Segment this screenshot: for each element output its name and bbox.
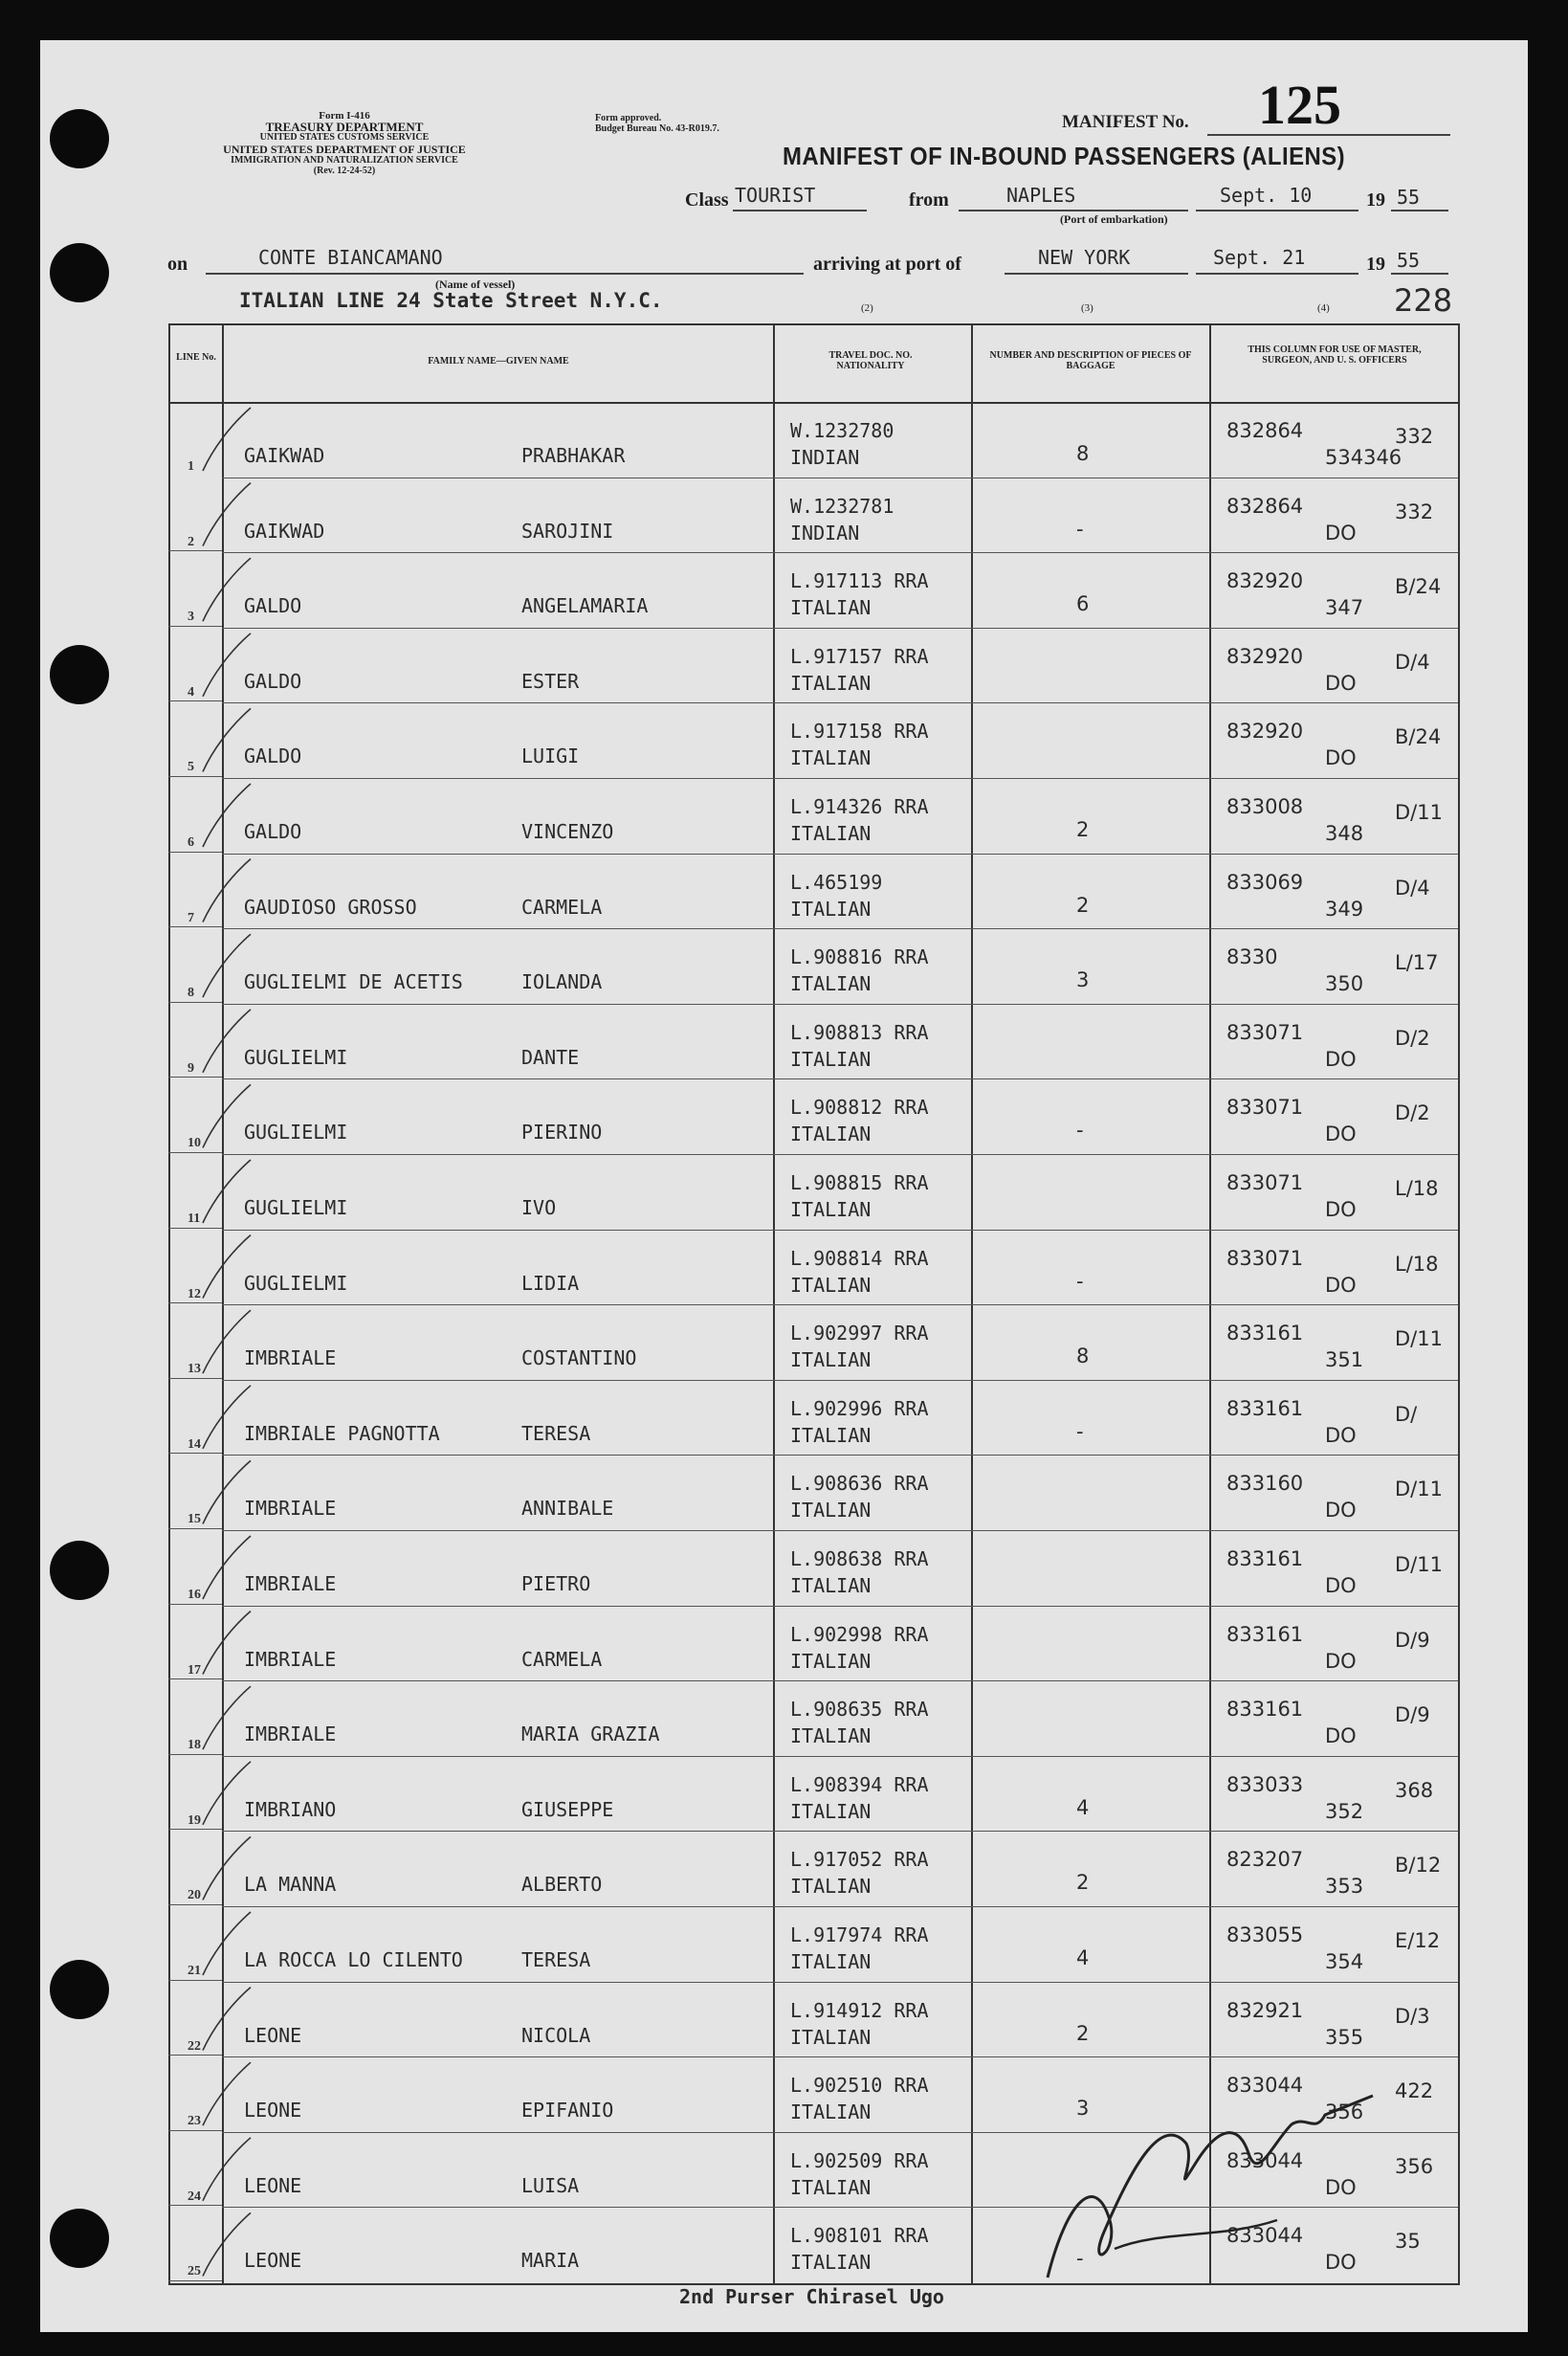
travel-doc-number: L.908813 RRA: [790, 1020, 929, 1044]
port-caption: (Port of embarkation): [1060, 212, 1168, 226]
given-name: DANTE: [521, 1045, 580, 1069]
officer-code-2: 348: [1325, 822, 1364, 845]
given-name: IVO: [521, 1196, 557, 1219]
nationality: ITALIAN: [790, 1950, 872, 1973]
line-number: 2: [188, 534, 194, 549]
officer-code-2: DO: [1325, 1649, 1357, 1673]
line-number: 4: [188, 684, 194, 700]
travel-doc-number: L.914912 RRA: [790, 1998, 929, 2022]
given-name: ALBERTO: [521, 1873, 603, 1897]
col-num-4: (4): [1317, 302, 1330, 314]
officer-code-2: DO: [1325, 1198, 1357, 1221]
given-name: TERESA: [521, 1948, 591, 1971]
treasury-label: TREASURY DEPARTMENT: [265, 120, 424, 134]
officer-code-2: 354: [1325, 1950, 1364, 1973]
sailing-date: Sept. 10: [1220, 184, 1313, 207]
nationality: ITALIAN: [790, 596, 872, 620]
officer-mark: D/11: [1395, 1327, 1443, 1351]
travel-doc-number: L.917158 RRA: [790, 720, 929, 744]
given-name: EPIFANIO: [521, 2099, 614, 2123]
given-name: TERESA: [521, 1421, 591, 1445]
officer-mark: 368: [1395, 1778, 1434, 1802]
officer-code-2: 352: [1325, 1799, 1364, 1823]
travel-doc-number: L.902997 RRA: [790, 1322, 929, 1345]
officer-code: 833161: [1226, 1547, 1304, 1570]
baggage-count: 2: [1076, 1871, 1090, 1895]
officer-code-2: DO: [1325, 1273, 1357, 1297]
officer-mark: 356: [1395, 2154, 1434, 2178]
officer-code: 833071: [1226, 1246, 1304, 1270]
nationality: ITALIAN: [790, 2175, 872, 2199]
family-name: GAIKWAD: [244, 444, 325, 467]
officer-code-2: DO: [1325, 1499, 1357, 1523]
given-name: CARMELA: [521, 895, 603, 919]
officer-code: 833161: [1226, 1698, 1304, 1722]
officer-code: 832920: [1226, 569, 1304, 593]
travel-doc-number: L.917113 RRA: [790, 569, 929, 593]
nationality: ITALIAN: [790, 822, 872, 845]
customs-label: UNITED STATES CUSTOMS SERVICE: [259, 132, 430, 143]
travel-doc-number: L.902996 RRA: [790, 1396, 929, 1420]
form-approved: Form approved.: [595, 113, 662, 123]
punch-hole: [50, 243, 109, 302]
officer-mark: D/11: [1395, 801, 1443, 824]
nationality: ITALIAN: [790, 1649, 872, 1673]
given-name: VINCENZO: [521, 820, 614, 843]
family-name: LA MANNA: [244, 1873, 337, 1897]
travel-doc-number: L.908635 RRA: [790, 1698, 929, 1722]
given-name: ESTER: [521, 669, 580, 693]
officer-mark: L/17: [1395, 951, 1439, 975]
officer-code: 832864: [1226, 419, 1304, 442]
baggage-count: -: [1076, 517, 1084, 541]
officer-mark: D/9: [1395, 1703, 1430, 1727]
nationality: ITALIAN: [790, 2251, 872, 2275]
family-name: GALDO: [244, 669, 302, 693]
nationality: ITALIAN: [790, 1499, 872, 1523]
punch-hole: [50, 109, 109, 168]
family-name: GUGLIELMI: [244, 1045, 348, 1069]
officer-code-2: 351: [1325, 1348, 1364, 1372]
page-number: 228: [1394, 282, 1453, 319]
officer-mark: 332: [1395, 425, 1434, 448]
officer-code-2: 355: [1325, 2025, 1364, 2049]
officer-mark: D/3: [1395, 2004, 1430, 2028]
given-name: MARIA GRAZIA: [521, 1723, 660, 1746]
budget-bureau: Budget Bureau No. 43-R019.7.: [595, 123, 719, 134]
line-number: 19: [188, 1812, 201, 1828]
officer-code-2: DO: [1325, 2251, 1357, 2275]
officer-code-2: DO: [1325, 1724, 1357, 1748]
class-label: Class: [685, 189, 729, 211]
arriving-label: arriving at port of: [813, 254, 961, 275]
line-number: 14: [188, 1436, 201, 1452]
nationality: ITALIAN: [790, 1047, 872, 1071]
line-number: 3: [188, 610, 194, 625]
officer-mark: D/4: [1395, 876, 1430, 900]
officer-code: 833071: [1226, 1171, 1304, 1194]
travel-doc-number: L.465199: [790, 870, 883, 894]
class-value: TOURIST: [735, 184, 816, 207]
family-name: LEONE: [244, 2023, 302, 2047]
line-number: 8: [188, 986, 194, 1001]
line-address: ITALIAN LINE 24 State Street N.Y.C.: [239, 289, 663, 312]
given-name: GIUSEPPE: [521, 1797, 614, 1821]
agency-block: [167, 111, 521, 176]
travel-doc-number: L.908815 RRA: [790, 1171, 929, 1194]
family-name: IMBRIALE: [244, 1572, 337, 1595]
manifest-label: MANIFEST No.: [1062, 112, 1189, 132]
officer-mark: D/4: [1395, 650, 1430, 674]
on-label: on: [167, 254, 188, 275]
officer-code-2: DO: [1325, 1122, 1357, 1146]
given-name: MARIA: [521, 2249, 580, 2273]
nationality: ITALIAN: [790, 1273, 872, 1297]
travel-doc-number: W.1232781: [790, 494, 894, 518]
officer-mark: D/: [1395, 1402, 1418, 1426]
officer-code: 833055: [1226, 1923, 1304, 1946]
travel-doc-number: L.908636 RRA: [790, 1472, 929, 1496]
officer-code: 833033: [1226, 1772, 1304, 1796]
col-header-line-no: LINE No.: [176, 352, 216, 363]
officer-code-2: 534346: [1325, 446, 1402, 469]
arrival-port: NEW YORK: [1038, 246, 1131, 269]
given-name: IOLANDA: [521, 970, 603, 994]
line-number: 22: [188, 2038, 201, 2054]
family-name: GUGLIELMI: [244, 1196, 348, 1219]
nationality: ITALIAN: [790, 1198, 872, 1221]
justice-label: UNITED STATES DEPARTMENT OF JUSTICE: [223, 143, 466, 156]
line-number: 13: [188, 1362, 201, 1377]
officer-code-2: 350: [1325, 972, 1364, 996]
baggage-count: 4: [1076, 1946, 1090, 1969]
travel-doc-number: L.902510 RRA: [790, 2074, 929, 2098]
family-name: GALDO: [244, 594, 302, 618]
officer-code-2: DO: [1325, 2175, 1357, 2199]
baggage-count: 2: [1076, 818, 1090, 841]
arrival-year: 55: [1397, 249, 1421, 272]
travel-doc-number: L.917157 RRA: [790, 644, 929, 668]
approval-block: [595, 113, 719, 134]
travel-doc-number: L.908814 RRA: [790, 1246, 929, 1270]
officer-mark: E/12: [1395, 1929, 1441, 1952]
col-header-travel-doc: TRAVEL DOC. NO. NATIONALITY: [828, 350, 913, 371]
nationality: ITALIAN: [790, 972, 872, 996]
officer-code-2: 349: [1325, 897, 1364, 921]
travel-doc-number: L.908101 RRA: [790, 2224, 929, 2248]
line-number: 16: [188, 1588, 201, 1602]
officer-mark: 35: [1395, 2230, 1421, 2254]
officer-mark: D/2: [1395, 1101, 1430, 1125]
travel-doc-number: L.908394 RRA: [790, 1772, 929, 1796]
officer-code-2: DO: [1325, 521, 1357, 545]
officer-code: 8330: [1226, 945, 1278, 969]
baggage-count: 4: [1076, 1795, 1090, 1819]
baggage-count: 6: [1076, 592, 1090, 616]
given-name: PIETRO: [521, 1572, 591, 1595]
family-name: LA ROCCA LO CILENTO: [244, 1948, 463, 1971]
officer-code: 833161: [1226, 1322, 1304, 1345]
given-name: PIERINO: [521, 1121, 603, 1145]
punch-hole: [50, 2209, 109, 2268]
officer-code-2: 356: [1325, 2100, 1364, 2124]
travel-doc-number: L.917974 RRA: [790, 1923, 929, 1946]
baggage-count: -: [1076, 2247, 1084, 2271]
officer-code: 833008: [1226, 795, 1304, 818]
nationality: ITALIAN: [790, 1799, 872, 1823]
form-number: Form I-416: [319, 110, 370, 122]
line-number: 20: [188, 1888, 201, 1903]
given-name: PRABHAKAR: [521, 444, 626, 467]
purser-note: 2nd Purser Chirasel Ugo: [679, 2285, 944, 2308]
line-number: 1: [188, 459, 194, 474]
baggage-count: 3: [1076, 968, 1090, 992]
line-number: 12: [188, 1286, 201, 1301]
nationality: ITALIAN: [790, 746, 872, 770]
inspector-signature: [1028, 2057, 1411, 2287]
family-name: LEONE: [244, 2099, 302, 2123]
col-num-3: (3): [1081, 302, 1093, 314]
from-label: from: [909, 189, 949, 211]
line-number: 11: [188, 1211, 201, 1226]
baggage-count: 8: [1076, 1345, 1090, 1368]
officer-code-2: 353: [1325, 1875, 1364, 1899]
travel-doc-number: L.908812 RRA: [790, 1096, 929, 1120]
family-name: GALDO: [244, 745, 302, 768]
line-number: 17: [188, 1662, 201, 1678]
nationality: INDIAN: [790, 521, 860, 545]
vessel-caption: (Name of vessel): [435, 278, 516, 291]
officer-mark: 422: [1395, 2079, 1434, 2103]
officer-code: 832920: [1226, 720, 1304, 744]
baggage-count: -: [1076, 1269, 1084, 1293]
travel-doc-number: L.914326 RRA: [790, 795, 929, 818]
col-header-baggage: NUMBER AND DESCRIPTION OF PIECES OF BAGGAGE: [989, 350, 1192, 371]
line-number: 7: [188, 910, 194, 925]
nationality: ITALIAN: [790, 897, 872, 921]
line-number: 23: [188, 2114, 201, 2129]
travel-doc-number: L.908816 RRA: [790, 945, 929, 969]
from-value: NAPLES: [1006, 184, 1076, 207]
officer-mark: D/9: [1395, 1628, 1430, 1652]
given-name: CARMELA: [521, 1647, 603, 1671]
baggage-count: 3: [1076, 2097, 1090, 2121]
nationality: ITALIAN: [790, 1423, 872, 1447]
officer-mark: L/18: [1395, 1252, 1439, 1276]
line-number: 24: [188, 2189, 201, 2204]
given-name: NICOLA: [521, 2023, 591, 2047]
officer-mark: D/11: [1395, 1553, 1443, 1576]
officer-code: 833071: [1226, 1096, 1304, 1120]
family-name: IMBRIALE: [244, 1346, 337, 1370]
given-name: COSTANTINO: [521, 1346, 637, 1370]
officer-code: 833161: [1226, 1622, 1304, 1646]
nationality: ITALIAN: [790, 1875, 872, 1899]
baggage-count: 2: [1076, 2021, 1090, 2045]
officer-mark: L/18: [1395, 1177, 1439, 1200]
officer-code: 833044: [1226, 2148, 1304, 2172]
officer-mark: D/11: [1395, 1478, 1443, 1501]
family-name: IMBRIALE: [244, 1647, 337, 1671]
officer-code: 832920: [1226, 644, 1304, 668]
officer-code: 833161: [1226, 1396, 1304, 1420]
nationality: ITALIAN: [790, 671, 872, 695]
travel-doc-number: L.917052 RRA: [790, 1848, 929, 1872]
nationality: ITALIAN: [790, 1122, 872, 1146]
officer-code-2: DO: [1325, 1047, 1357, 1071]
family-name: GUGLIELMI: [244, 1271, 348, 1295]
officer-code: 833071: [1226, 1020, 1304, 1044]
nationality: ITALIAN: [790, 1724, 872, 1748]
line-number: 15: [188, 1512, 201, 1527]
travel-doc-number: W.1232780: [790, 419, 894, 442]
nationality: ITALIAN: [790, 1574, 872, 1597]
baggage-count: 2: [1076, 893, 1090, 917]
col-header-officers: THIS COLUMN FOR USE OF MASTER, SURGEON, AND U. S. OFFICERS: [1248, 345, 1422, 366]
manifest-page: [40, 40, 1528, 2332]
officer-mark: B/12: [1395, 1854, 1442, 1878]
line-number: 25: [188, 2264, 201, 2279]
manifest-number: 125: [1258, 74, 1341, 136]
officer-code: 823207: [1226, 1848, 1304, 1872]
given-name: SAROJINI: [521, 519, 614, 543]
line-number: 18: [188, 1738, 201, 1753]
arrival-year-prefix: 19: [1366, 254, 1385, 275]
col-num-2: (2): [861, 302, 873, 314]
arrival-date: Sept. 21: [1213, 246, 1306, 269]
revision-label: (Rev. 12-24-52): [313, 166, 376, 176]
family-name: GUGLIELMI DE ACETIS: [244, 970, 463, 994]
baggage-count: 8: [1076, 442, 1090, 465]
officer-code: 832921: [1226, 1998, 1304, 2022]
officer-code: 833069: [1226, 870, 1304, 894]
given-name: LIDIA: [521, 1271, 580, 1295]
officer-code-2: DO: [1325, 1574, 1357, 1597]
punch-hole: [50, 645, 109, 704]
family-name: GAIKWAD: [244, 519, 325, 543]
year-prefix: 19: [1366, 189, 1385, 211]
line-number: 6: [188, 835, 194, 850]
family-name: IMBRIALE PAGNOTTA: [244, 1421, 440, 1445]
travel-doc-number: L.902998 RRA: [790, 1622, 929, 1646]
officer-code-2: DO: [1325, 746, 1357, 770]
family-name: GUGLIELMI: [244, 1121, 348, 1145]
baggage-count: -: [1076, 1419, 1084, 1443]
travel-doc-number: L.902509 RRA: [790, 2148, 929, 2172]
vessel-name: CONTE BIANCAMANO: [258, 246, 443, 269]
line-number: 9: [188, 1060, 194, 1076]
officer-code-2: 347: [1325, 596, 1364, 620]
line-number: 5: [188, 760, 194, 775]
officer-code-2: DO: [1325, 671, 1357, 695]
given-name: LUIGI: [521, 745, 580, 768]
officer-code: 833160: [1226, 1472, 1304, 1496]
nationality: ITALIAN: [790, 1348, 872, 1372]
family-name: LEONE: [244, 2173, 302, 2197]
officer-code: 833044: [1226, 2224, 1304, 2248]
nationality: ITALIAN: [790, 2100, 872, 2124]
family-name: IMBRIANO: [244, 1797, 337, 1821]
officer-code: 832864: [1226, 494, 1304, 518]
immigration-label: IMMIGRATION AND NATURALIZATION SERVICE: [231, 155, 458, 166]
travel-doc-number: L.908638 RRA: [790, 1547, 929, 1570]
given-name: ANGELAMARIA: [521, 594, 649, 618]
officer-mark: 332: [1395, 500, 1434, 523]
officer-mark: B/24: [1395, 725, 1442, 749]
nationality: ITALIAN: [790, 2025, 872, 2049]
line-number: 21: [188, 1964, 201, 1978]
family-name: GAUDIOSO GROSSO: [244, 895, 417, 919]
officer-code-2: DO: [1325, 1423, 1357, 1447]
punch-hole: [50, 1960, 109, 2019]
officer-mark: B/24: [1395, 575, 1442, 599]
family-name: LEONE: [244, 2249, 302, 2273]
punch-hole: [50, 1541, 109, 1600]
baggage-count: -: [1076, 1119, 1084, 1143]
family-name: IMBRIALE: [244, 1723, 337, 1746]
given-name: ANNIBALE: [521, 1497, 614, 1521]
col-header-name: FAMILY NAME—GIVEN NAME: [428, 356, 569, 367]
document-title: MANIFEST OF IN-BOUND PASSENGERS (ALIENS): [783, 142, 1346, 170]
line-number: 10: [188, 1136, 201, 1151]
officer-mark: D/2: [1395, 1026, 1430, 1050]
family-name: IMBRIALE: [244, 1497, 337, 1521]
sailing-year: 55: [1397, 186, 1421, 209]
officer-code: 833044: [1226, 2074, 1304, 2098]
nationality: INDIAN: [790, 446, 860, 469]
family-name: GALDO: [244, 820, 302, 843]
given-name: LUISA: [521, 2173, 580, 2197]
